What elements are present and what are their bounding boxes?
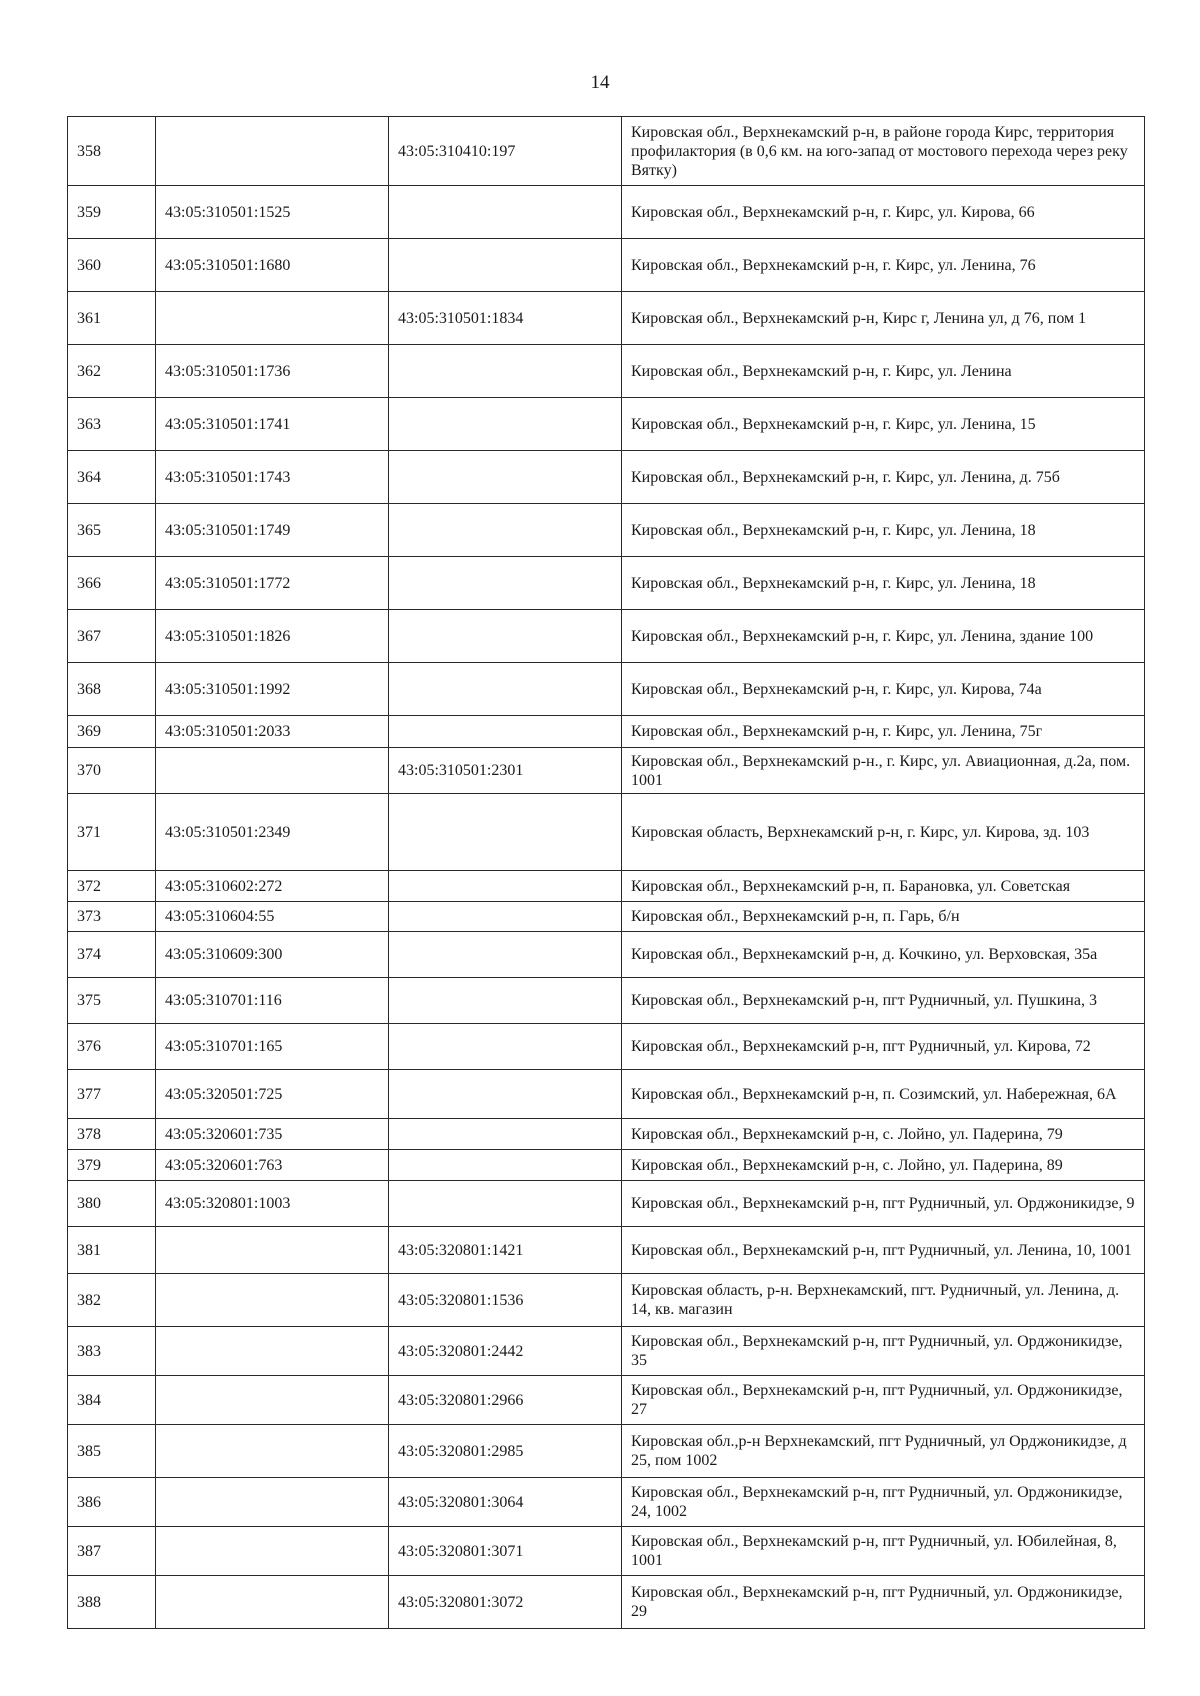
table-row <box>68 504 1145 557</box>
cadastral-number-alt-cell: 43:05:320801:2442 <box>389 1327 622 1376</box>
cadastral-number-cell: 43:05:310602:272 <box>156 871 389 902</box>
row-number-cell: 383 <box>68 1327 156 1376</box>
address-cell: Кировская обл., Верхнекамский р-н, д. Кочкино, ул. Верховская, 35а <box>622 932 1145 978</box>
cadastral-number-cell: 43:05:310501:1772 <box>156 557 389 610</box>
address-cell: Кировская обл., Верхнекамский р-н, г. Кирс, ул. Ленина, здание 100 <box>622 610 1145 663</box>
address-cell: Кировская обл.,р-н Верхнекамский, пгт Рудничный, ул Орджоникидзе, д 25, пом 1002 <box>622 1425 1145 1478</box>
cadastral-number-alt-cell: 43:05:310410:197 <box>389 117 622 186</box>
table-row <box>68 748 1145 794</box>
address-cell: Кировская обл., Верхнекамский р-н, п. Созимский, ул. Набережная, 6А <box>622 1070 1145 1119</box>
address-cell: Кировская область, р-н. Верхнекамский, пгт. Рудничный, ул. Ленина, д. 14, кв. магазин <box>622 1274 1145 1327</box>
row-number-cell: 361 <box>68 292 156 345</box>
cadastral-number-cell: 43:05:310501:2349 <box>156 794 389 871</box>
table-row <box>68 1070 1145 1119</box>
cadastral-number-alt-cell <box>389 1070 622 1119</box>
table-row <box>68 292 1145 345</box>
cadastral-number-cell <box>156 748 389 794</box>
cadastral-number-cell <box>156 1478 389 1527</box>
table-row <box>68 1478 1145 1527</box>
row-number-cell: 382 <box>68 1274 156 1327</box>
cadastral-number-alt-cell <box>389 398 622 451</box>
address-cell: Кировская обл., Верхнекамский р-н., г. Кирс, ул. Авиационная, д.2а, пом. 1001 <box>622 748 1145 794</box>
cadastral-number-alt-cell <box>389 716 622 748</box>
address-cell: Кировская обл., Верхнекамский р-н, пгт Рудничный, ул. Кирова, 72 <box>622 1024 1145 1070</box>
cadastral-number-cell: 43:05:310501:1743 <box>156 451 389 504</box>
row-number-cell: 376 <box>68 1024 156 1070</box>
cadastral-number-cell: 43:05:320501:725 <box>156 1070 389 1119</box>
cadastral-number-alt-cell <box>389 345 622 398</box>
address-cell: Кировская обл., Верхнекамский р-н, пгт Рудничный, ул. Орджоникидзе, 35 <box>622 1327 1145 1376</box>
table-row <box>68 1024 1145 1070</box>
property-registry-table <box>67 116 1145 1629</box>
cadastral-number-alt-cell <box>389 239 622 292</box>
row-number-cell: 369 <box>68 716 156 748</box>
table-row <box>68 239 1145 292</box>
address-cell: Кировская обл., Верхнекамский р-н, Кирс г, Ленина ул, д 76, пом 1 <box>622 292 1145 345</box>
address-cell: Кировская обл., Верхнекамский р-н, г. Кирс, ул. Ленина, 18 <box>622 504 1145 557</box>
row-number-cell: 384 <box>68 1376 156 1425</box>
table-row <box>68 186 1145 239</box>
cadastral-number-cell <box>156 1274 389 1327</box>
row-number-cell: 378 <box>68 1119 156 1150</box>
cadastral-number-cell: 43:05:310501:1992 <box>156 663 389 716</box>
table-row <box>68 1376 1145 1425</box>
row-number-cell: 385 <box>68 1425 156 1478</box>
table-row <box>68 902 1145 932</box>
cadastral-number-alt-cell: 43:05:320801:3072 <box>389 1576 622 1629</box>
table-row <box>68 1527 1145 1576</box>
cadastral-number-alt-cell: 43:05:310501:2301 <box>389 748 622 794</box>
cadastral-number-cell <box>156 1327 389 1376</box>
table-row <box>68 1227 1145 1274</box>
address-cell: Кировская обл., Верхнекамский р-н, с. Лойно, ул. Падерина, 79 <box>622 1119 1145 1150</box>
cadastral-number-alt-cell <box>389 610 622 663</box>
row-number-cell: 381 <box>68 1227 156 1274</box>
table-row <box>68 398 1145 451</box>
cadastral-number-alt-cell: 43:05:320801:1421 <box>389 1227 622 1274</box>
row-number-cell: 366 <box>68 557 156 610</box>
address-cell: Кировская обл., Верхнекамский р-н, пгт Рудничный, ул. Юбилейная, 8, 1001 <box>622 1527 1145 1576</box>
row-number-cell: 360 <box>68 239 156 292</box>
address-cell: Кировская обл., Верхнекамский р-н, в районе города Кирс, территория профилактория (в 0,6 км. на юго-запад от мостового перехода через реку Вятку) <box>622 117 1145 186</box>
address-cell: Кировская обл., Верхнекамский р-н, с. Лойно, ул. Падерина, 89 <box>622 1150 1145 1181</box>
table-row <box>68 932 1145 978</box>
cadastral-number-alt-cell <box>389 1024 622 1070</box>
cadastral-number-cell: 43:05:320601:763 <box>156 1150 389 1181</box>
address-cell: Кировская обл., Верхнекамский р-н, г. Кирс, ул. Ленина, 76 <box>622 239 1145 292</box>
row-number-cell: 358 <box>68 117 156 186</box>
address-cell: Кировская область, Верхнекамский р-н, г. Кирс, ул. Кирова, зд. 103 <box>622 794 1145 871</box>
address-cell: Кировская обл., Верхнекамский р-н, г. Кирс, ул. Ленина, 75г <box>622 716 1145 748</box>
address-cell: Кировская обл., Верхнекамский р-н, п. Гарь, б/н <box>622 902 1145 932</box>
address-cell: Кировская обл., Верхнекамский р-н, пгт Рудничный, ул. Орджоникидзе, 24, 1002 <box>622 1478 1145 1527</box>
cadastral-number-alt-cell <box>389 504 622 557</box>
cadastral-number-cell <box>156 117 389 186</box>
row-number-cell: 374 <box>68 932 156 978</box>
row-number-cell: 368 <box>68 663 156 716</box>
cadastral-number-cell: 43:05:310501:1525 <box>156 186 389 239</box>
table-row <box>68 663 1145 716</box>
cadastral-number-alt-cell <box>389 1181 622 1227</box>
row-number-cell: 379 <box>68 1150 156 1181</box>
row-number-cell: 386 <box>68 1478 156 1527</box>
row-number-cell: 377 <box>68 1070 156 1119</box>
table-row <box>68 716 1145 748</box>
row-number-cell: 367 <box>68 610 156 663</box>
cadastral-number-cell: 43:05:320801:1003 <box>156 1181 389 1227</box>
table-row <box>68 794 1145 871</box>
address-cell: Кировская обл., Верхнекамский р-н, пгт Рудничный, ул. Пушкина, 3 <box>622 978 1145 1024</box>
table-row <box>68 1576 1145 1629</box>
cadastral-number-alt-cell <box>389 186 622 239</box>
row-number-cell: 362 <box>68 345 156 398</box>
table-row <box>68 871 1145 902</box>
cadastral-number-alt-cell <box>389 1150 622 1181</box>
table-row <box>68 345 1145 398</box>
cadastral-number-cell: 43:05:310609:300 <box>156 932 389 978</box>
cadastral-number-cell: 43:05:320601:735 <box>156 1119 389 1150</box>
cadastral-number-alt-cell <box>389 1119 622 1150</box>
table-row <box>68 978 1145 1024</box>
address-cell: Кировская обл., Верхнекамский р-н, пгт Рудничный, ул. Орджоникидзе, 27 <box>622 1376 1145 1425</box>
cadastral-number-alt-cell: 43:05:310501:1834 <box>389 292 622 345</box>
cadastral-number-alt-cell: 43:05:320801:2966 <box>389 1376 622 1425</box>
cadastral-number-alt-cell <box>389 978 622 1024</box>
address-cell: Кировская обл., Верхнекамский р-н, г. Кирс, ул. Ленина, 15 <box>622 398 1145 451</box>
cadastral-number-alt-cell <box>389 794 622 871</box>
table-row <box>68 1327 1145 1376</box>
cadastral-number-alt-cell: 43:05:320801:1536 <box>389 1274 622 1327</box>
cadastral-number-cell <box>156 292 389 345</box>
cadastral-number-alt-cell: 43:05:320801:3064 <box>389 1478 622 1527</box>
table-row <box>68 1119 1145 1150</box>
cadastral-number-cell: 43:05:310501:1741 <box>156 398 389 451</box>
table-row <box>68 1274 1145 1327</box>
row-number-cell: 365 <box>68 504 156 557</box>
cadastral-number-cell: 43:05:310501:1826 <box>156 610 389 663</box>
row-number-cell: 375 <box>68 978 156 1024</box>
cadastral-number-cell: 43:05:310604:55 <box>156 902 389 932</box>
row-number-cell: 380 <box>68 1181 156 1227</box>
cadastral-number-alt-cell: 43:05:320801:3071 <box>389 1527 622 1576</box>
table-row <box>68 1425 1145 1478</box>
address-cell: Кировская обл., Верхнекамский р-н, г. Кирс, ул. Кирова, 74а <box>622 663 1145 716</box>
cadastral-number-cell <box>156 1527 389 1576</box>
address-cell: Кировская обл., Верхнекамский р-н, г. Кирс, ул. Кирова, 66 <box>622 186 1145 239</box>
table-body <box>68 117 1145 1629</box>
table-row <box>68 557 1145 610</box>
cadastral-number-cell: 43:05:310701:165 <box>156 1024 389 1070</box>
cadastral-number-alt-cell <box>389 902 622 932</box>
cadastral-number-alt-cell <box>389 557 622 610</box>
cadastral-number-cell: 43:05:310501:1749 <box>156 504 389 557</box>
cadastral-number-alt-cell <box>389 451 622 504</box>
address-cell: Кировская обл., Верхнекамский р-н, г. Кирс, ул. Ленина, д. 75б <box>622 451 1145 504</box>
row-number-cell: 387 <box>68 1527 156 1576</box>
cadastral-number-alt-cell <box>389 663 622 716</box>
table-row <box>68 117 1145 186</box>
cadastral-number-alt-cell: 43:05:320801:2985 <box>389 1425 622 1478</box>
cadastral-number-cell <box>156 1227 389 1274</box>
table-row <box>68 1150 1145 1181</box>
cadastral-number-cell <box>156 1576 389 1629</box>
cadastral-number-cell <box>156 1425 389 1478</box>
address-cell: Кировская обл., Верхнекамский р-н, г. Кирс, ул. Ленина <box>622 345 1145 398</box>
row-number-cell: 363 <box>68 398 156 451</box>
row-number-cell: 388 <box>68 1576 156 1629</box>
row-number-cell: 359 <box>68 186 156 239</box>
row-number-cell: 372 <box>68 871 156 902</box>
address-cell: Кировская обл., Верхнекамский р-н, пгт Рудничный, ул. Орджоникидзе, 29 <box>622 1576 1145 1629</box>
address-cell: Кировская обл., Верхнекамский р-н, пгт Рудничный, ул. Орджоникидзе, 9 <box>622 1181 1145 1227</box>
row-number-cell: 371 <box>68 794 156 871</box>
cadastral-number-cell: 43:05:310501:1736 <box>156 345 389 398</box>
table-row <box>68 451 1145 504</box>
cadastral-number-alt-cell <box>389 932 622 978</box>
table-row <box>68 1181 1145 1227</box>
address-cell: Кировская обл., Верхнекамский р-н, п. Барановка, ул. Советская <box>622 871 1145 902</box>
cadastral-number-cell: 43:05:310501:2033 <box>156 716 389 748</box>
address-cell: Кировская обл., Верхнекамский р-н, г. Кирс, ул. Ленина, 18 <box>622 557 1145 610</box>
address-cell: Кировская обл., Верхнекамский р-н, пгт Рудничный, ул. Ленина, 10, 1001 <box>622 1227 1145 1274</box>
cadastral-number-cell <box>156 1376 389 1425</box>
cadastral-number-cell: 43:05:310501:1680 <box>156 239 389 292</box>
row-number-cell: 370 <box>68 748 156 794</box>
table-row <box>68 610 1145 663</box>
cadastral-number-cell: 43:05:310701:116 <box>156 978 389 1024</box>
row-number-cell: 364 <box>68 451 156 504</box>
row-number-cell: 373 <box>68 902 156 932</box>
cadastral-number-alt-cell <box>389 871 622 902</box>
page-number: 14 <box>590 72 610 93</box>
